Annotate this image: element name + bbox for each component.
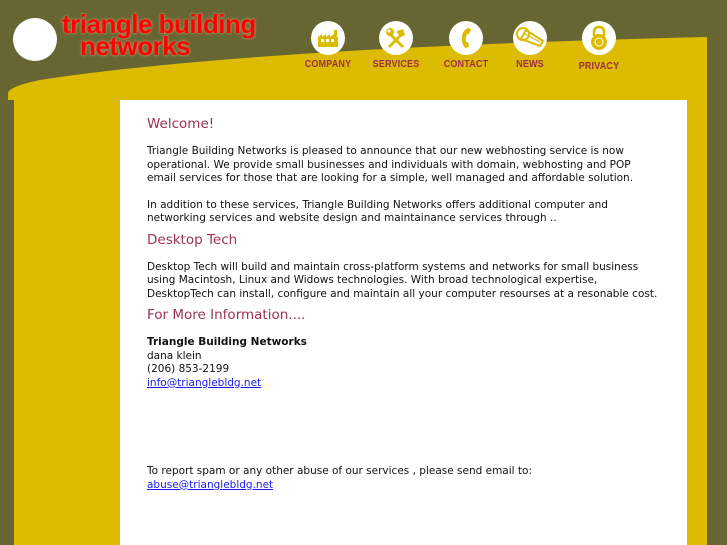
- welcome-paragraph-2: In addition to these services, Triangle Building Networks offers additional computer and networking services and website design and maintainance services through ..: [147, 198, 608, 224]
- factory-icon: [311, 21, 345, 55]
- padlock-icon: [582, 21, 616, 55]
- abuse-email-link[interactable]: abuse@trianglebldg.net: [147, 478, 274, 491]
- desktop-tech-paragraph: Desktop Tech will build and maintain cross-platform systems and networks for small business using Macintosh, Linux and Widows technologies. With broad technological expertise, DesktopTech can install, configure and maintain all your computer resourses at a resonable cost.: [147, 260, 658, 300]
- newspaper-icon: [513, 21, 547, 55]
- phone-icon: [449, 21, 483, 55]
- abuse-report-text: To report spam or any other abuse of our services , please send email to:: [147, 465, 532, 477]
- contact-phone: (206) 853-2199: [147, 363, 230, 375]
- contact-company: Triangle Building Networks: [147, 336, 307, 348]
- nav-contact-label: CONTACT: [443, 59, 489, 70]
- content-panel: [120, 100, 687, 545]
- logo-line-1: triangle building: [62, 9, 256, 39]
- desktop-tech-heading: Desktop Tech: [147, 231, 238, 248]
- nav-contact[interactable]: [431, 21, 501, 70]
- nav-news[interactable]: [495, 21, 565, 70]
- nav-privacy-label: PRIVACY: [578, 61, 620, 72]
- nav-services-label: SERVICES: [372, 59, 420, 70]
- nav-services[interactable]: [361, 21, 431, 70]
- welcome-heading: Welcome!: [147, 116, 215, 132]
- welcome-paragraph-1: Triangle Building Networks is pleased to announce that our new webhosting service is now operational. We provide small businesses and individuals with domain, webhosting and POP email services for those that are looking for a simple, well managed and affordable solution.: [147, 145, 634, 184]
- main-nav: [0, 21, 727, 81]
- tools-icon: [379, 21, 413, 55]
- more-info-heading: For More Information....: [147, 307, 306, 323]
- logo-line-2: networks: [80, 31, 191, 61]
- contact-name: dana klein: [147, 349, 202, 362]
- nav-news-label: NEWS: [516, 59, 544, 70]
- info-email-link[interactable]: info@trianglebldg.net: [147, 376, 262, 389]
- nav-company-label: COMPANY: [304, 59, 352, 70]
- nav-company[interactable]: [293, 21, 363, 70]
- nav-privacy[interactable]: [564, 21, 634, 72]
